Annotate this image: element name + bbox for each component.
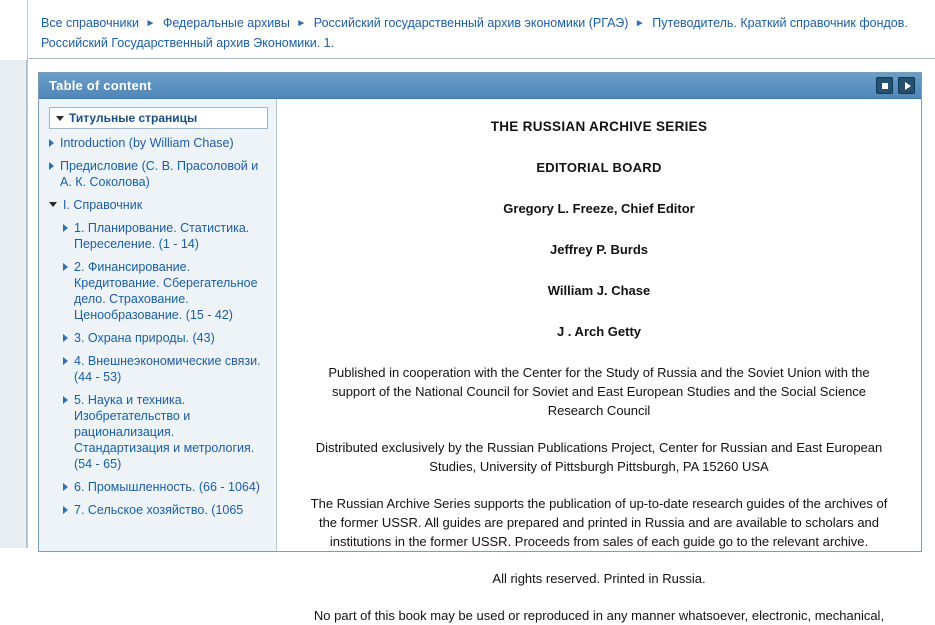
- toc-item-4-foreign-economic-relations[interactable]: [49, 353, 268, 385]
- document-paragraph: Distributed exclusively by the Russian Publications Project, Center for Russian and East European Studies, University of Pittsburgh Pittsburgh, PA 15260 USA: [315, 440, 883, 474]
- chevron-right-icon: ►: [145, 18, 156, 29]
- toc-item-label: 5. Наука и техника. Изобретательство и рационализация. Стандартизация и метрология. (54 - 65): [74, 393, 255, 471]
- toc-item-label: 1. Планирование. Статистика. Переселение. (1 - 14): [74, 221, 250, 251]
- document-paragraph: The Russian Archive Series supports the publication of up-to-date research guides of the archives of the former USSR. All guides are prepared and printed in Russia and are available to scholars and institutions in the former USSR. Proceeds from sales of each guide go to the relevant archive.: [310, 496, 888, 549]
- chevron-right-icon: [63, 357, 68, 365]
- toc-item-label: 6. Промышленность. (66 - 1064): [74, 480, 260, 494]
- toc-sidebar: [39, 99, 277, 551]
- toc-item-preface[interactable]: [49, 158, 268, 190]
- toc-item-spravochnik[interactable]: [49, 197, 268, 213]
- breadcrumb: [41, 14, 925, 52]
- toc-item-7-agriculture[interactable]: [49, 502, 268, 518]
- toc-item-3-nature-protection[interactable]: [49, 330, 268, 346]
- editor-name: William J. Chase: [547, 283, 651, 298]
- toc-item-6-industry[interactable]: [49, 479, 268, 495]
- chevron-right-icon: [63, 263, 68, 271]
- play-arrow-icon: [905, 82, 911, 90]
- chevron-right-icon: [63, 334, 68, 342]
- document-paragraph: Published in cooperation with the Center for the Study of Russia and the Soviet Union with the support of the National Council for Soviet and East European Studies and the Social Science Research Council: [328, 365, 870, 418]
- chevron-down-icon: [56, 116, 64, 121]
- panel-title: Table of content: [49, 78, 152, 93]
- editor-name: J . Arch Getty: [556, 324, 642, 339]
- toc-item-label: 3. Охрана природы. (43): [74, 331, 215, 345]
- table-of-content-panel: [38, 72, 922, 623]
- editor-name: Gregory L. Freeze, Chief Editor: [503, 201, 695, 216]
- toc-item-label: 4. Внешнеэкономические связи. (44 - 53): [74, 354, 261, 384]
- chevron-right-icon: [49, 139, 54, 147]
- document-paragraph: All rights reserved. Printed in Russia.: [492, 571, 706, 586]
- panel-header: [39, 73, 921, 99]
- editor-name: Jeffrey P. Burds: [549, 242, 649, 257]
- toc-header-title-pages[interactable]: [49, 107, 268, 129]
- breadcrumb-item-4[interactable]: Путеводитель. Краткий справочник фондов. Российский Государственный архив Экономики. 1.: [41, 16, 908, 50]
- chevron-right-icon: [49, 162, 54, 170]
- breadcrumb-item-3[interactable]: Российский государственный архив экономики (РГАЭ): [313, 16, 629, 30]
- next-button[interactable]: [898, 77, 915, 94]
- toc-item-label: Предисловие (С. В. Прасоловой и А. К. Соколова): [60, 159, 259, 189]
- document-title: THE RUSSIAN ARCHIVE SERIES: [490, 119, 708, 134]
- panel-body: [39, 99, 921, 623]
- panel-header-buttons: [876, 77, 915, 94]
- toc-item-2-financing[interactable]: [49, 259, 268, 323]
- toc-item-label: I. Справочник: [63, 198, 143, 212]
- breadcrumb-item-2[interactable]: Федеральные архивы: [162, 16, 290, 30]
- toc-item-5-science-technology[interactable]: [49, 392, 268, 472]
- breadcrumb-item-1[interactable]: Все справочники: [41, 16, 139, 30]
- left-gutter-fill: [0, 60, 27, 548]
- document-subtitle: EDITORIAL BOARD: [536, 160, 662, 175]
- document-content: [277, 99, 921, 623]
- document-paragraph: No part of this book may be used or reproduced in any manner whatsoever, electronic, mechanical,: [313, 608, 885, 623]
- toc-item-1-planning[interactable]: [49, 220, 268, 252]
- left-gutter: [0, 0, 28, 548]
- chevron-down-icon: [49, 202, 57, 207]
- chevron-right-icon: [63, 483, 68, 491]
- chevron-right-icon: ►: [296, 18, 307, 29]
- chevron-right-icon: ►: [634, 18, 645, 29]
- toc-item-label: Introduction (by William Chase): [60, 136, 234, 150]
- stop-button[interactable]: [876, 77, 893, 94]
- breadcrumb-bar: [29, 0, 935, 59]
- chevron-right-icon: [63, 224, 68, 232]
- chevron-right-icon: [63, 506, 68, 514]
- toc-item-label: 2. Финансирование. Кредитование. Сберегательное дело. Страхование. Ценообразование. (15 - 42): [74, 260, 258, 322]
- stop-square-icon: [882, 83, 888, 89]
- toc-item-introduction[interactable]: [49, 135, 268, 151]
- chevron-right-icon: [63, 396, 68, 404]
- toc-item-label: 7. Сельское хозяйство. (1065: [74, 503, 244, 517]
- toc-header-label: Титульные страницы: [69, 111, 198, 125]
